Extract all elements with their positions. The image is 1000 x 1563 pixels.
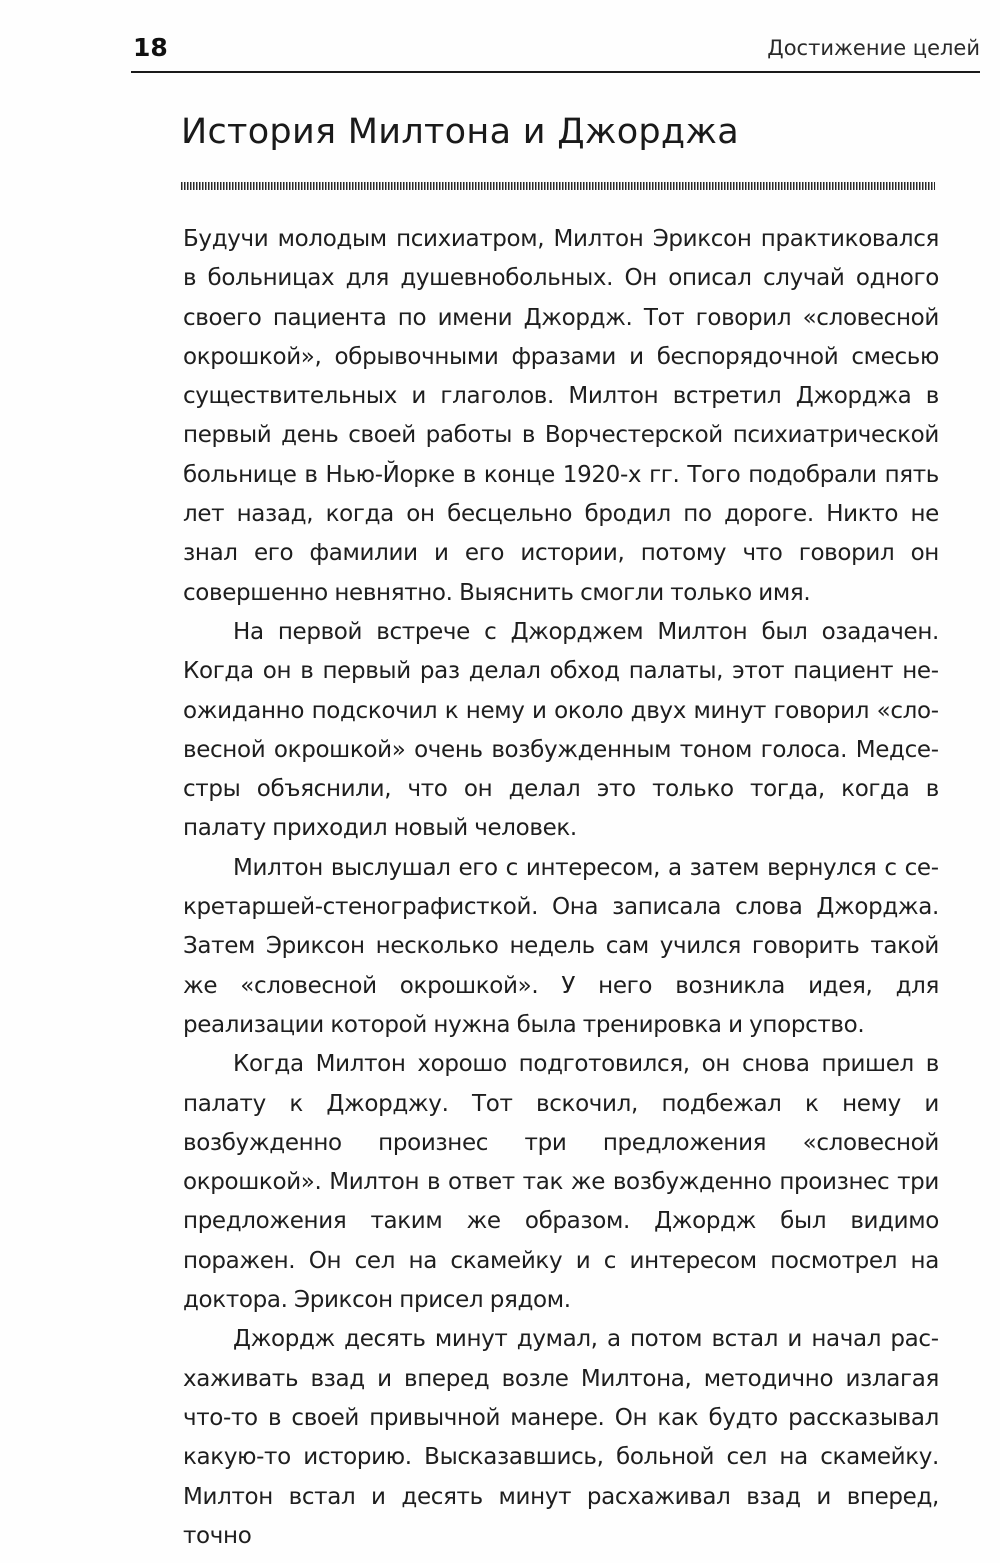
paragraph: На первой встрече с Джорджем Милтон был озадачен. Когда он в первый раз делал обход палаты, этот пациент неожиданно подскочил к нему и около двух минут говорил «словесной окрошкой» очень возбужденным тоном голоса. Медсестры объяснили, что он делал это только тогда, когда в палату приходил новый человек.: [183, 618, 939, 842]
paragraph: Джордж десять минут думал, а потом встал и начал расхаживать взад и вперед возле Милтона, методично излагая что-то в своей привычной манере. Он как будто рассказывал какую-то историю. Высказавшись, больной сел на скамейку. Милтон встал и десять минут расхаживал взад и вперед, точно: [183, 1326, 939, 1549]
section-title: История Милтона и Джорджа: [181, 112, 739, 152]
paragraph: Когда Милтон хорошо подготовился, он снова пришел в палату к Джорджу. Тот вскочил, подбежал к нему и возбужденно произнес три предложения «словесной окрошкой». Милтон в ответ так же возбужденно произнес три предложения таким же образом. Джордж был видимо поражен. Он сел на скамейку и с интересом посмотрел на доктора. Эриксон присел рядом.: [183, 1051, 939, 1314]
body-text: [183, 220, 939, 1556]
paragraph: Будучи молодым психиатром, Милтон Эриксон практиковался в больницах для душевнобольных. Он описал случай одного своего пациента по имени Джордж. Тот говорил «словесной окрошкой», обрывочными фразами и беспорядочной смесью существительных и глаголов. Милтон встретил Джорджа в первый день своей работы в Ворчестерской психиатрической больнице в Нью-Йорке в конце 1920-х гг. Того подобрали пять лет назад, когда он бесцельно бродил по дороге. Никто не знал его фамилии и его истории, потому что говорил он совершенно невнятно. Выяснить смогли только имя.: [183, 226, 939, 606]
running-head-title: Достижение целей: [767, 36, 980, 60]
paragraph: Милтон выслушал его с интересом, а затем вернулся с секретаршей-стенографисткой. Она записала слова Джорджа. Затем Эриксон несколько недель сам учился говорить такой же «словесной окрошкой». У него возникла идея, для реализации которой нужна была тренировка и упорство.: [183, 854, 939, 1038]
page-number: 18: [133, 33, 168, 62]
header-divider: [131, 71, 980, 73]
title-hatch-divider: [181, 182, 935, 190]
